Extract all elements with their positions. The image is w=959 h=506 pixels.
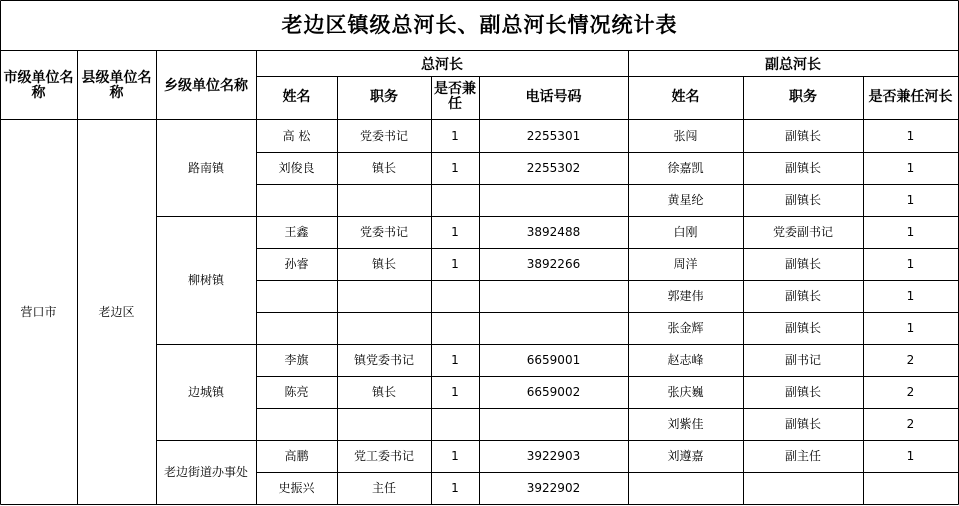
chief-concurrent-cell: 1 (451, 160, 459, 175)
chief-concurrent-cell (431, 408, 479, 440)
deputy-name-cell: 张金辉 (667, 320, 704, 335)
chief-concurrent-cell (431, 312, 479, 344)
town-cell: 边城镇 (187, 384, 224, 399)
chief-position-cell: 党工委书记 (353, 448, 414, 463)
chief-name-cell (256, 280, 337, 312)
chief-position-cell: 党委书记 (359, 128, 408, 143)
deputy-concurrent-cell (863, 472, 958, 504)
chief-phone-cell (479, 312, 628, 344)
chief-phone-cell (479, 280, 628, 312)
header-deputy-name: 姓名 (671, 88, 700, 105)
chief-position-cell (337, 312, 431, 344)
chief-name-cell: 刘俊良 (278, 160, 315, 175)
chief-concurrent-cell: 1 (451, 448, 459, 463)
deputy-name-cell: 刘紫佳 (667, 416, 704, 431)
deputy-name-cell: 刘遵嘉 (667, 448, 704, 463)
chief-phone-cell (479, 408, 628, 440)
header-city-unit: 市级单位名称 (3, 70, 74, 101)
chief-concurrent-cell (431, 184, 479, 216)
chief-name-cell (256, 184, 337, 216)
chief-name-cell: 史振兴 (278, 480, 315, 495)
deputy-name-cell: 黄星纶 (667, 192, 704, 207)
deputy-position-cell: 副镇长 (784, 256, 821, 271)
chief-position-cell: 镇长 (371, 384, 396, 399)
chief-concurrent-cell (431, 280, 479, 312)
table-title: 老边区镇级总河长、副总河长情况统计表 (281, 11, 678, 37)
deputy-position-cell: 副书记 (784, 352, 821, 367)
deputy-concurrent-cell: 2 (906, 416, 915, 431)
deputy-name-cell: 张闯 (673, 128, 698, 143)
header-chief-group: 总河长 (421, 56, 463, 73)
deputy-concurrent-cell: 2 (906, 352, 915, 367)
chief-concurrent-cell: 1 (451, 256, 459, 271)
deputy-position-cell: 副主任 (784, 448, 821, 463)
deputy-concurrent-cell: 1 (906, 224, 915, 239)
deputy-concurrent-cell: 2 (906, 384, 915, 399)
deputy-concurrent-cell: 1 (906, 448, 915, 463)
chief-position-cell (337, 408, 431, 440)
deputy-concurrent-cell: 1 (906, 256, 915, 271)
deputy-name-cell: 徐嘉凯 (667, 160, 704, 175)
header-deputy-position: 职务 (789, 88, 817, 105)
deputy-position-cell: 副镇长 (784, 320, 821, 335)
chief-phone-cell: 3892488 (526, 224, 581, 239)
chief-name-cell: 陈亮 (284, 384, 309, 399)
chief-name-cell: 高鹏 (284, 448, 309, 463)
chief-name-cell: 王鑫 (284, 224, 309, 239)
deputy-concurrent-cell: 1 (906, 128, 915, 143)
chief-position-cell: 镇党委书记 (353, 352, 414, 367)
deputy-position-cell: 副镇长 (784, 160, 821, 175)
deputy-position-cell: 副镇长 (784, 288, 821, 303)
chief-name-cell: 李旗 (284, 352, 309, 367)
deputy-position-cell: 副镇长 (784, 416, 821, 431)
chief-concurrent-cell: 1 (451, 384, 459, 399)
deputy-name-cell (628, 472, 743, 504)
chief-phone-cell (479, 184, 628, 216)
chief-phone-cell: 2255301 (526, 128, 581, 143)
chief-concurrent-cell: 1 (451, 480, 459, 495)
town-cell: 柳树镇 (187, 272, 224, 287)
header-deputy-concurrent: 是否兼任河长 (868, 88, 953, 105)
chief-name-cell (256, 312, 337, 344)
chief-concurrent-cell: 1 (451, 224, 459, 239)
chief-phone-cell: 6659002 (526, 384, 581, 399)
town-cell: 老边街道办事处 (163, 464, 248, 479)
header-chief-position: 职务 (370, 88, 398, 105)
chief-phone-cell: 3922902 (526, 480, 581, 495)
deputy-name-cell: 赵志峰 (667, 352, 704, 367)
deputy-position-cell: 副镇长 (784, 128, 821, 143)
header-county-unit: 县级单位名称 (81, 70, 152, 101)
deputy-concurrent-cell: 1 (906, 288, 915, 303)
deputy-position-cell (743, 472, 863, 504)
header-town-unit: 乡级单位名称 (164, 77, 248, 94)
chief-name-cell (256, 408, 337, 440)
header-chief-concurrent: 是否兼任 (434, 81, 476, 112)
county-cell: 老边区 (98, 304, 135, 319)
deputy-name-cell: 白刚 (673, 224, 698, 239)
deputy-concurrent-cell: 1 (906, 192, 915, 207)
deputy-position-cell: 副镇长 (784, 192, 821, 207)
header-deputy-group: 副总河长 (765, 56, 821, 73)
chief-name-cell: 高 松 (282, 128, 311, 143)
deputy-position-cell: 党委副书记 (772, 224, 833, 239)
header-chief-name: 姓名 (282, 88, 311, 105)
deputy-name-cell: 张庆巍 (667, 384, 704, 399)
deputy-name-cell: 郭建伟 (667, 288, 704, 303)
deputy-position-cell: 副镇长 (784, 384, 821, 399)
deputy-concurrent-cell: 1 (906, 160, 915, 175)
chief-concurrent-cell: 1 (451, 128, 459, 143)
chief-position-cell: 党委书记 (359, 224, 408, 239)
chief-position-cell: 镇长 (371, 256, 396, 271)
chief-phone-cell: 3892266 (526, 256, 581, 271)
header-chief-phone: 电话号码 (525, 88, 582, 105)
deputy-concurrent-cell: 1 (906, 320, 915, 335)
chief-phone-cell: 3922903 (526, 448, 581, 463)
chief-phone-cell: 6659001 (526, 352, 581, 367)
chief-phone-cell: 2255302 (526, 160, 581, 175)
chief-position-cell (337, 184, 431, 216)
chief-position-cell: 主任 (371, 480, 396, 495)
deputy-name-cell: 周洋 (673, 256, 698, 271)
chief-position-cell: 镇长 (371, 160, 396, 175)
chief-name-cell: 孙睿 (284, 256, 309, 271)
chief-concurrent-cell: 1 (451, 352, 459, 367)
chief-position-cell (337, 280, 431, 312)
town-cell: 路南镇 (187, 160, 224, 175)
city-cell: 营口市 (20, 304, 57, 319)
